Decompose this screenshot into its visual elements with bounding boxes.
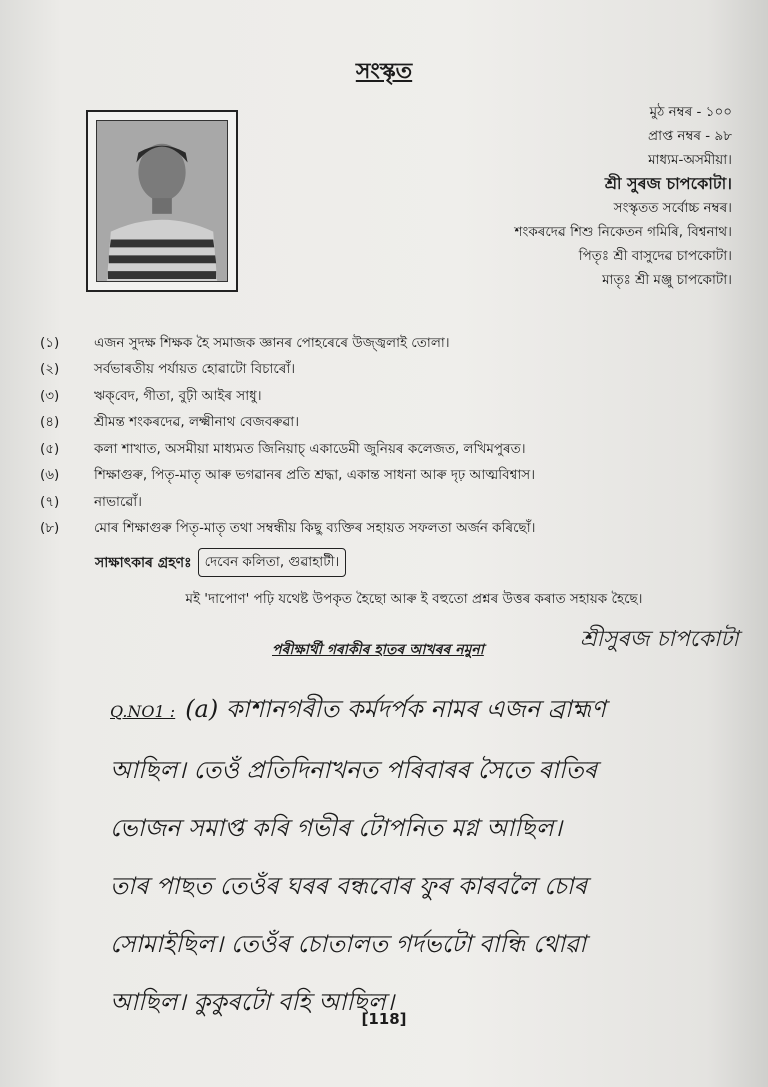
obtained-marks: প্ৰাপ্ত নম্বৰ - ৯৮ — [648, 128, 732, 144]
list-item — [40, 330, 740, 357]
portrait-image — [97, 121, 227, 281]
interview-credit — [95, 548, 346, 577]
item-number: (৫) — [40, 440, 60, 457]
handwriting-line: তাৰ পাছত তেওঁৰ ঘৰৰ বন্ধবোৰ ফুৰ কাৰবলৈ চোৰ — [110, 872, 588, 900]
item-number: (৪) — [40, 414, 60, 431]
handwriting-line — [110, 680, 740, 741]
medium: মাধ্যম-অসমীয়া। — [648, 152, 732, 168]
item-number: (২) — [40, 361, 60, 378]
item-text: এজন সুদক্ষ শিক্ষক হৈ সমাজক জ্ঞানৰ পোহৰেৰে উজ্জ্বলাই তোলা। — [94, 334, 450, 351]
item-text: সৰ্বভাৰতীয় পৰ্যায়ত হোৱাটো বিচাৰোঁ। — [94, 361, 296, 378]
item-text: কলা শাখাত, অসমীয়া মাধ্যমত জিনিয়াচ্ একাডেমী জুনিয়ৰ কলেজত, লখিমপুৰত। — [94, 440, 526, 457]
page-number: [118] — [361, 1010, 407, 1028]
student-quote: মই 'দাপোণ' পঢ়ি যথেষ্ট উপকৃত হৈছো আৰু ই বহুতো প্ৰশ্নৰ উত্তৰ কৰাত সহায়ক হৈছে। — [185, 591, 643, 607]
item-number: (৮) — [40, 520, 60, 537]
list-item — [40, 436, 740, 463]
handwriting-line: আছিল। কুকুৰটো বহি আছিল। — [110, 988, 395, 1016]
item-text: শ্ৰীমন্ত শংকৰদেৱ, লক্ষ্মীনাথ বেজবৰুৱা। — [94, 414, 300, 431]
item-text: ঋক্‌বেদ, গীতা, বুঢ়ী আইৰ সাধু। — [94, 387, 262, 404]
mother-name: মাতৃঃ শ্ৰী মঞ্জু চাপকোটা। — [602, 272, 732, 288]
item-number: (৬) — [40, 467, 60, 484]
item-number: (৩) — [40, 387, 60, 404]
item-number: (১) — [40, 334, 60, 351]
item-text: শিক্ষাগুৰু, পিতৃ-মাতৃ আৰু ভগৱানৰ প্ৰতি শ্ৰদ্ধা, একান্ত সাধনা আৰু দৃঢ় আত্মবিশ্বাস। — [94, 467, 536, 484]
student-info — [515, 100, 732, 292]
item-text: মোৰ শিক্ষাগুৰু পিতৃ-মাতৃ তথা সম্বন্ধীয় কিছু ব্যক্তিৰ সহায়ত সফলতা অৰ্জন কৰিছোঁ। — [94, 520, 536, 537]
handwriting-sample-heading: পৰীক্ষাৰ্থী গৰাকীৰ হাতৰ আখৰৰ নমুনা — [272, 642, 484, 658]
list-item — [40, 489, 740, 516]
question-number: Q.NO1 : — [110, 702, 176, 721]
page-title: সংস্কৃত — [355, 59, 413, 84]
student-photo — [96, 120, 228, 282]
interview-label: সাক্ষাৎকাৰ গ্ৰহণঃ — [95, 554, 192, 571]
item-text: নাভাৱোঁ। — [94, 493, 143, 510]
list-item — [40, 463, 740, 490]
list-item — [40, 383, 740, 410]
list-item — [40, 410, 740, 437]
father-name: পিতৃঃ শ্ৰী বাসুদেৱ চাপকোটা। — [578, 248, 732, 264]
student-photo-frame — [86, 110, 238, 292]
item-number: (৭) — [40, 493, 60, 510]
handwriting-line: আছিল। তেওঁ প্ৰতিদিনাখনত পৰিবাৰৰ সৈতে ৰাতিৰ — [110, 756, 598, 784]
total-marks: মুঠ নম্বৰ - ১০০ — [649, 104, 732, 120]
answer-list — [40, 330, 740, 542]
interviewer-box: দেবেন কলিতা, গুৱাহাটী। — [198, 548, 347, 577]
achievement: সংস্কৃতত সৰ্বোচ্চ নম্বৰ। — [613, 200, 732, 216]
handwriting-text: (a) কাশানগৰীত কৰ্মদৰ্পক নামৰ এজন ব্ৰাহ্মণ — [185, 695, 606, 723]
handwriting-line: ভোজন সমাপ্ত কৰি গভীৰ টোপনিত মগ্ন আছিল। — [110, 814, 563, 842]
student-signature: শ্ৰীসুৰজ চাপকোটা — [580, 627, 739, 652]
list-item — [40, 516, 740, 543]
list-item — [40, 357, 740, 384]
student-name: শ্ৰী সুৰজ চাপকোটা। — [604, 174, 732, 193]
handwriting-sample — [110, 680, 740, 1031]
handwriting-line: সোমাইছিল। তেওঁৰ চোতালত গৰ্দভটো বান্ধি থোৱা — [110, 930, 587, 958]
school: শংকৰদেৱ শিশু নিকেতন গমিৰি, বিশ্বনাথ। — [514, 224, 732, 240]
